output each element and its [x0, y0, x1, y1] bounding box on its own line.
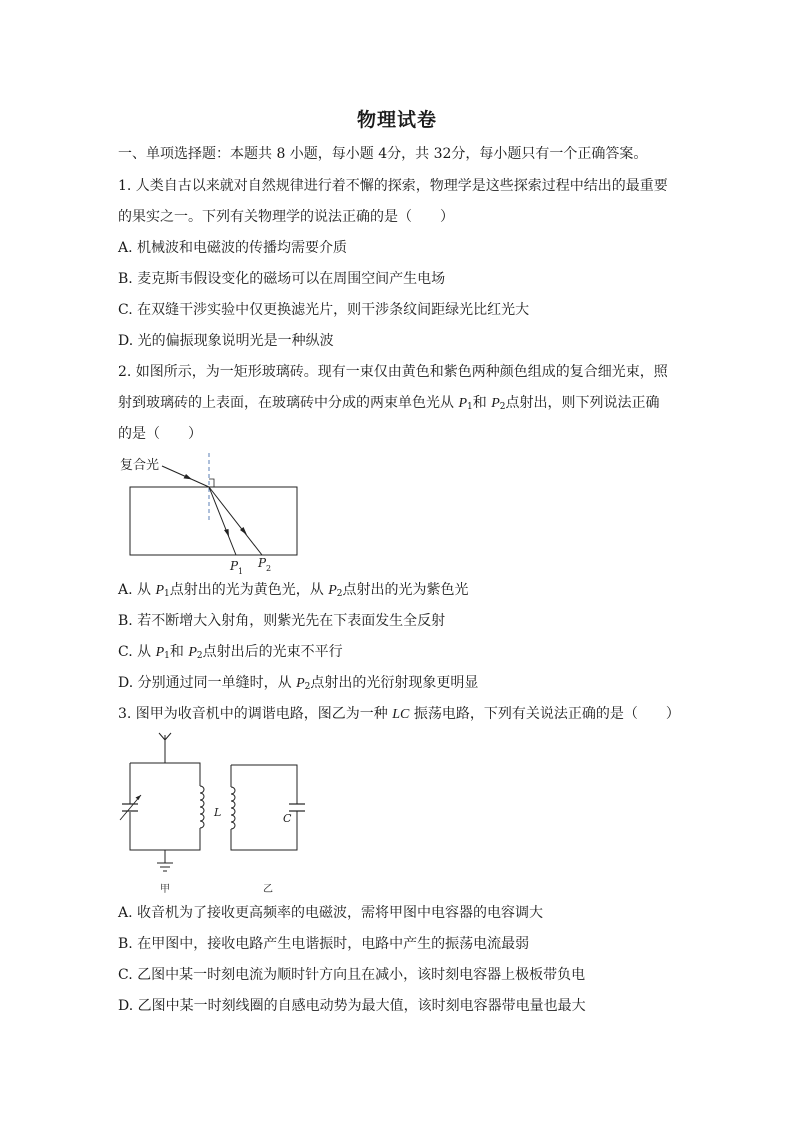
- q2-opt-c-text2: 和: [169, 644, 189, 660]
- q1-stem-line1: 1. 人类自古以来就对自然规律进行着不懈的探索，物理学是这些探索过程中结出的最重要: [118, 178, 668, 194]
- q1-option-c: C. 在双缝干涉实验中仅更换滤光片，则干涉条纹间距绿光比红光大: [118, 302, 530, 318]
- q2-stem-line3: 的是（ ）: [118, 426, 202, 442]
- q3-stem: [118, 704, 680, 725]
- q2-ray-p1-arrow: [224, 529, 229, 537]
- q2-opt-c-p2-sub: 2: [196, 651, 203, 661]
- q3-stem-text-b: 振荡电路，下列有关说法正确的是（ ）: [409, 706, 680, 722]
- q2-option-c: [118, 642, 343, 666]
- label-C: C: [283, 812, 292, 825]
- q2-stem-p2-sub: 2: [499, 402, 506, 412]
- q2-p1-label: P: [230, 559, 239, 573]
- q2-opt-a-text3: 点射出的光为紫色光: [342, 582, 469, 598]
- circuit-yi: [213, 765, 305, 895]
- q2-opt-c-text3: 点射出后的光束不平行: [202, 644, 343, 660]
- section-heading: 一、单项选择题：本题共 8 小题，每小题 4分，共 32分，每小题只有一个正确答案。: [118, 146, 648, 162]
- yi-outer-wire: [231, 765, 297, 850]
- q2-stem-line1: 2. 如图所示，为一矩形玻璃砖。现有一束仅由黄色和紫色两种颜色组成的复合细光束，照: [118, 364, 668, 380]
- label-L: L: [214, 806, 222, 819]
- q2-opt-a-p1-sub: 1: [164, 589, 170, 599]
- q2-option-b: B. 若不断增大入射角，则紫光先在下表面发生全反射: [118, 613, 446, 629]
- q3-circuit-figure: [110, 730, 320, 900]
- q3-option-b: B. 在甲图中，接收电路产生电谐振时，电路中产生的振荡电流最弱: [118, 936, 530, 952]
- jia-outer-wire: [130, 763, 200, 850]
- q2-p2-sub: 2: [266, 564, 272, 573]
- caption-yi: 乙: [263, 884, 273, 895]
- q1-option-b: B. 麦克斯韦假设变化的磁场可以在周围空间产生电场: [118, 271, 446, 287]
- q2-opt-d-text2: 点射出的光衍射现象更明显: [310, 675, 479, 691]
- q2-opt-d-text1: D. 分别通过同一单缝时，从: [118, 675, 297, 691]
- q2-incident-label: 复合光: [120, 458, 160, 473]
- q2-stem-text-c: 点射出，则下列说法正确: [505, 395, 660, 411]
- q2-refracted-ray-p2: [209, 487, 262, 555]
- q2-opt-c-text1: C. 从: [118, 644, 156, 660]
- q1-option-d: D. 光的偏振现象说明光是一种纵波: [118, 333, 334, 349]
- q2-right-angle-mark: [209, 479, 214, 487]
- q2-opt-a-text1: A. 从: [118, 582, 156, 598]
- q2-stem-p2: P: [491, 396, 500, 411]
- q3-stem-lc: LC: [392, 707, 410, 722]
- q2-opt-c-p2: P: [188, 645, 197, 660]
- q2-stem-p1-sub: 1: [467, 402, 473, 412]
- q2-opt-d-p2: P: [296, 676, 305, 691]
- q2-opt-c-p1: P: [155, 645, 165, 660]
- q2-option-d: [118, 673, 478, 697]
- q2-opt-d-p2-sub: 2: [304, 682, 311, 692]
- q2-opt-a-p2-sub: 2: [336, 589, 343, 599]
- q1-stem-line2: 的果实之一。下列有关物理学的说法正确的是（ ）: [118, 209, 454, 225]
- q2-glass-brick-figure: [110, 450, 310, 580]
- q3-stem-text-a: 3. 图甲为收音机中的调谐电路，图乙为一种: [118, 706, 393, 722]
- q2-stem-text-b: 和: [472, 395, 492, 411]
- q2-incident-arrow: [184, 474, 193, 479]
- caption-jia: 甲: [160, 884, 170, 895]
- q2-opt-a-p1: P: [155, 583, 165, 598]
- q2-p2-label: P: [258, 556, 267, 570]
- q3-option-a: A. 收音机为了接收更高频率的电磁波，需将甲图中电容器的电容调大: [118, 905, 544, 921]
- q2-stem-line2: [118, 393, 660, 417]
- q3-option-d: D. 乙图中某一时刻线圈的自感电动势为最大值，该时刻电容器带电量也最大: [118, 998, 586, 1014]
- q2-opt-a-text2: 点射出的光为黄色光，从: [169, 582, 329, 598]
- q2-opt-a-p2: P: [328, 583, 337, 598]
- q2-refracted-ray-p1: [209, 487, 236, 555]
- yi-cap-gap: [292, 804, 302, 811]
- circuit-jia: [120, 733, 204, 895]
- q2-p1-sub: 1: [238, 567, 244, 576]
- jia-variable-arrowhead: [136, 795, 142, 800]
- q1-option-a: A. 机械波和电磁波的传播均需要介质: [118, 240, 348, 256]
- q3-option-c: C. 乙图中某一时刻电流为顺时针方向且在减小，该时刻电容器上极板带负电: [118, 967, 586, 983]
- q2-stem-text-a: 射到玻璃砖的上表面，在玻璃砖中分成的两束单色光从: [118, 395, 459, 411]
- q2-stem-p1: P: [458, 396, 468, 411]
- q2-option-a: [118, 580, 469, 604]
- page-title: 物理试卷: [356, 109, 437, 131]
- q2-opt-c-p1-sub: 1: [164, 651, 170, 661]
